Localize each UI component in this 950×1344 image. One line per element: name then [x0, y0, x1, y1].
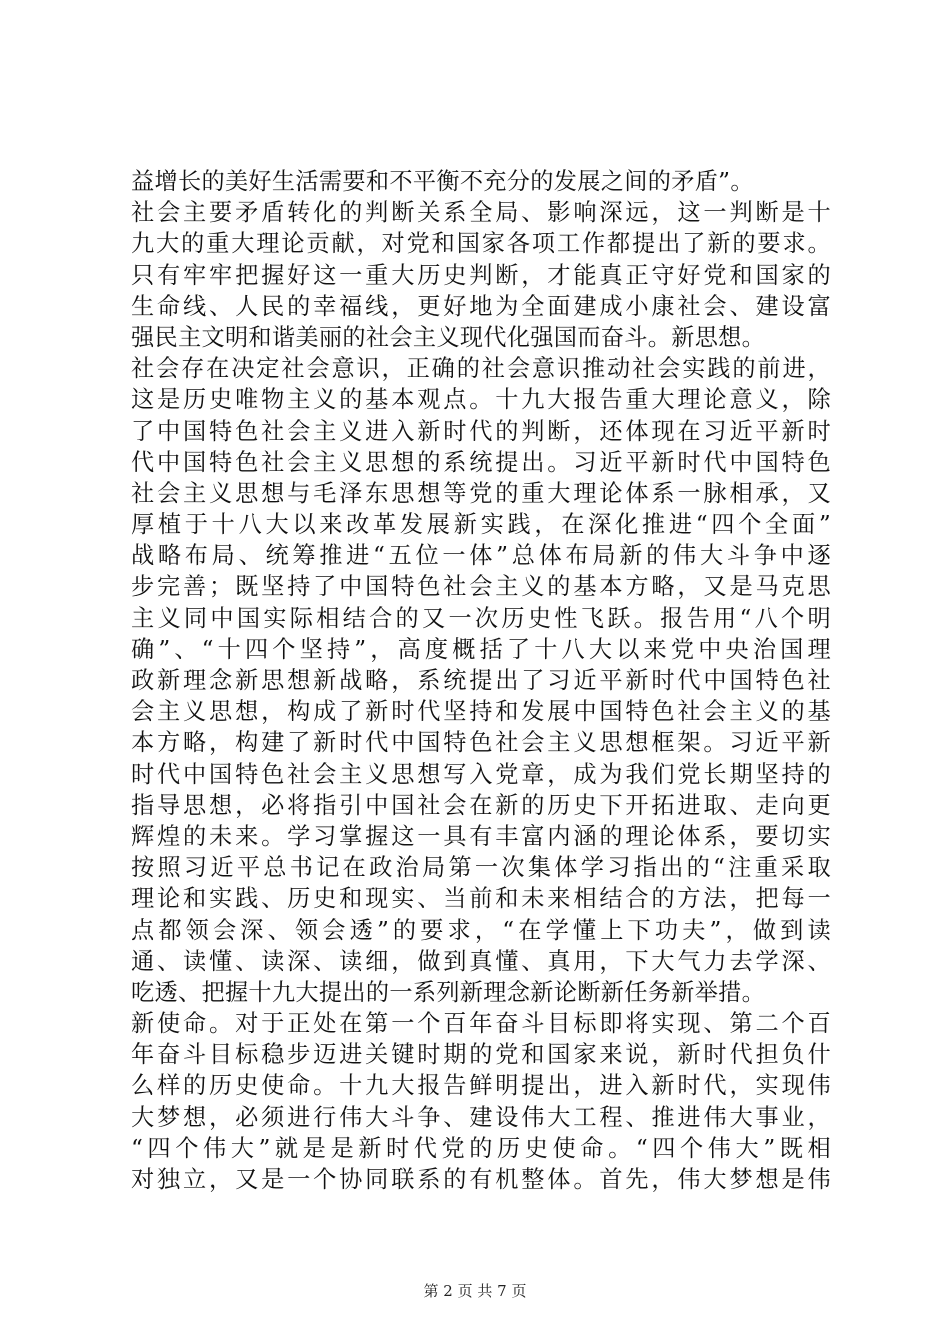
page-footer: 第 2 页 共 7 页: [423, 1282, 527, 1300]
text-line: 点都领会深、领会透”的要求，“在学懂上下功夫”，做到读: [131, 916, 831, 944]
text-line: 这是历史唯物主义的基本观点。十九大报告重大理论意义，除: [131, 386, 831, 414]
text-line: 时代中国特色社会主义思想写入党章，成为我们党长期坚持的: [131, 760, 831, 788]
text-line: 生命线、人民的幸福线，更好地为全面建成小康社会、建设富: [131, 292, 831, 320]
text-line: 政新理念新思想新战略，系统提出了习近平新时代中国特色社: [131, 667, 831, 694]
text-line: 社会存在决定社会意识，正确的社会意识推动社会实践的前进，: [131, 355, 831, 383]
text-line: 了中国特色社会主义进入新时代的判断，还体现在习近平新时: [131, 417, 831, 445]
text-line: 大梦想，必须进行伟大斗争、建设伟大工程、推进伟大事业，: [131, 1103, 831, 1131]
text-line: 理论和实践、历史和现实、当前和未来相结合的方法，把每一: [131, 885, 831, 913]
text-line: 社会主要矛盾转化的判断关系全局、影响深远，这一判断是十: [131, 199, 831, 227]
text-line: 厚植于十八大以来改革发展新实践，在深化推进“四个全面”: [131, 511, 831, 539]
text-line: 按照习近平总书记在政治局第一次集体学习指出的“注重采取: [131, 854, 831, 882]
text-line: 辉煌的未来。学习掌握这一具有丰富内涵的理论体系，要切实: [131, 822, 831, 850]
text-line: 新使命。对于正处在第一个百年奋斗目标即将实现、第二个百: [131, 1010, 831, 1038]
text-line: 通、读懂、读深、读细，做到真懂、真用，下大气力去学深、: [131, 947, 831, 975]
text-line: 确”、“十四个坚持”，高度概括了十八大以来党中央治国理: [131, 635, 831, 663]
text-line: 么样的历史使命。十九大报告鲜明提出，进入新时代，实现伟: [131, 1072, 831, 1100]
text-line: 九大的重大理论贡献，对党和国家各项工作都提出了新的要求。: [131, 230, 831, 258]
text-line: 主义同中国实际相结合的又一次历史性飞跃。报告用“八个明: [131, 604, 831, 632]
text-line: 会主义思想，构成了新时代坚持和发展中国特色社会主义的基: [131, 698, 831, 726]
text-line: 本方略，构建了新时代中国特色社会主义思想框架。习近平新: [131, 729, 831, 757]
body-text: [131, 166, 831, 1195]
text-line: 指导思想，必将指引中国社会在新的历史下开拓进取、走向更: [131, 791, 831, 819]
text-line: 强民主文明和谐美丽的社会主义现代化强国而奋斗。新思想。: [131, 323, 766, 351]
text-line: “四个伟大”就是是新时代党的历史使命。“四个伟大”既相: [131, 1134, 831, 1162]
text-line: 步完善；既坚持了中国特色社会主义的基本方略，又是马克思: [131, 573, 831, 601]
text-line: 代中国特色社会主义思想的系统提出。习近平新时代中国特色: [131, 448, 831, 476]
text-line: 吃透、把握十九大提出的一系列新理念新论断新任务新举措。: [131, 978, 766, 1006]
text-line: 只有牢牢把握好这一重大历史判断，才能真正守好党和国家的: [131, 261, 831, 289]
text-line: 战略布局、统筹推进“五位一体”总体布局新的伟大斗争中逐: [131, 542, 831, 570]
text-line: 社会主义思想与毛泽东思想等党的重大理论体系一脉相承，又: [131, 479, 831, 507]
text-line: 年奋斗目标稳步迈进关键时期的党和国家来说，新时代担负什: [131, 1041, 831, 1069]
text-line: 益增长的美好生活需要和不平衡不充分的发展之间的矛盾”。: [131, 168, 754, 195]
text-line: 对独立，又是一个协同联系的有机整体。首先，伟大梦想是伟: [131, 1166, 831, 1193]
